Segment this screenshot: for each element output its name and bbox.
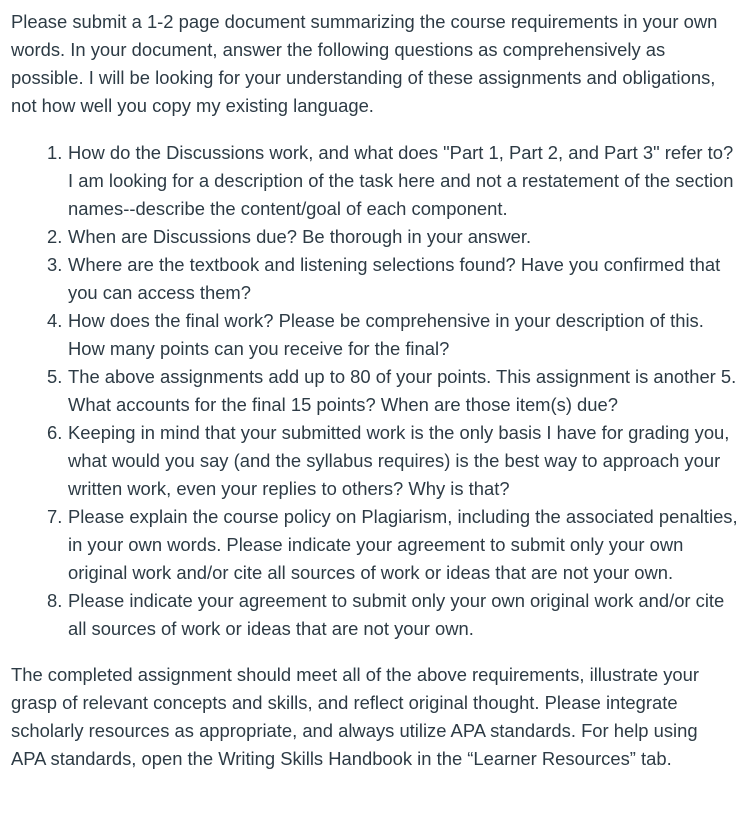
- list-item-text: Keeping in mind that your submitted work is the only basis I have for grading you, what would you say (and the syllabus requires) is the best way to approach your written work, even your replies to others? Why is that?: [68, 422, 730, 499]
- list-item-text: Please explain the course policy on Plagiarism, including the associated penalties, in your own words. Please indicate your agreement to submit only your own original work and/or cite all sources of work or ideas that are not your own.: [68, 506, 738, 583]
- list-item-number: 6.: [47, 422, 63, 443]
- intro-paragraph: Please submit a 1-2 page document summarizing the course requirements in your own words. In your document, answer the following questions as comprehensively as possible. I will be looking for your understanding of these assignments and obligations, not how well you copy my existing language.: [11, 11, 718, 116]
- list-item: [47, 363, 740, 419]
- list-item-number: 3.: [47, 254, 63, 275]
- list-item: [47, 587, 740, 643]
- closing-paragraph: The completed assignment should meet all of the above requirements, illustrate your grasp of relevant concepts and skills, and reflect original thought. Please integrate scholarly resources as appropriate, and always utilize APA standards. For help using APA standards, open the Writing Skills Handbook in the “Learner Resources” tab.: [11, 664, 699, 769]
- list-item-text: How does the final work? Please be comprehensive in your description of this. How many points can you receive for the final?: [68, 310, 704, 359]
- list-item-text: Please indicate your agreement to submit only your own original work and/or cite all sources of work or ideas that are not your own.: [68, 590, 725, 639]
- list-item: [47, 139, 740, 223]
- list-item: [47, 419, 740, 503]
- list-item-text: The above assignments add up to 80 of your points. This assignment is another 5. What accounts for the final 15 points? When are those item(s) due?: [68, 366, 737, 415]
- list-item-text: How do the Discussions work, and what does "Part 1, Part 2, and Part 3" refer to? I am looking for a description of the task here and not a restatement of the section names--describe the content/goal of each component.: [68, 142, 734, 219]
- questions-list: [11, 139, 740, 643]
- list-item: [47, 307, 740, 363]
- list-item-number: 5.: [47, 366, 63, 387]
- list-item: [47, 503, 740, 587]
- list-item-number: 4.: [47, 310, 63, 331]
- list-item: [47, 251, 740, 307]
- list-item-text: When are Discussions due? Be thorough in your answer.: [68, 226, 532, 247]
- list-item-number: 7.: [47, 506, 63, 527]
- list-item-text: Where are the textbook and listening selections found? Have you confirmed that you can access them?: [68, 254, 721, 303]
- list-item-number: 2.: [47, 226, 63, 247]
- list-item-number: 1.: [47, 142, 63, 163]
- list-item-number: 8.: [47, 590, 63, 611]
- list-item: [47, 223, 740, 251]
